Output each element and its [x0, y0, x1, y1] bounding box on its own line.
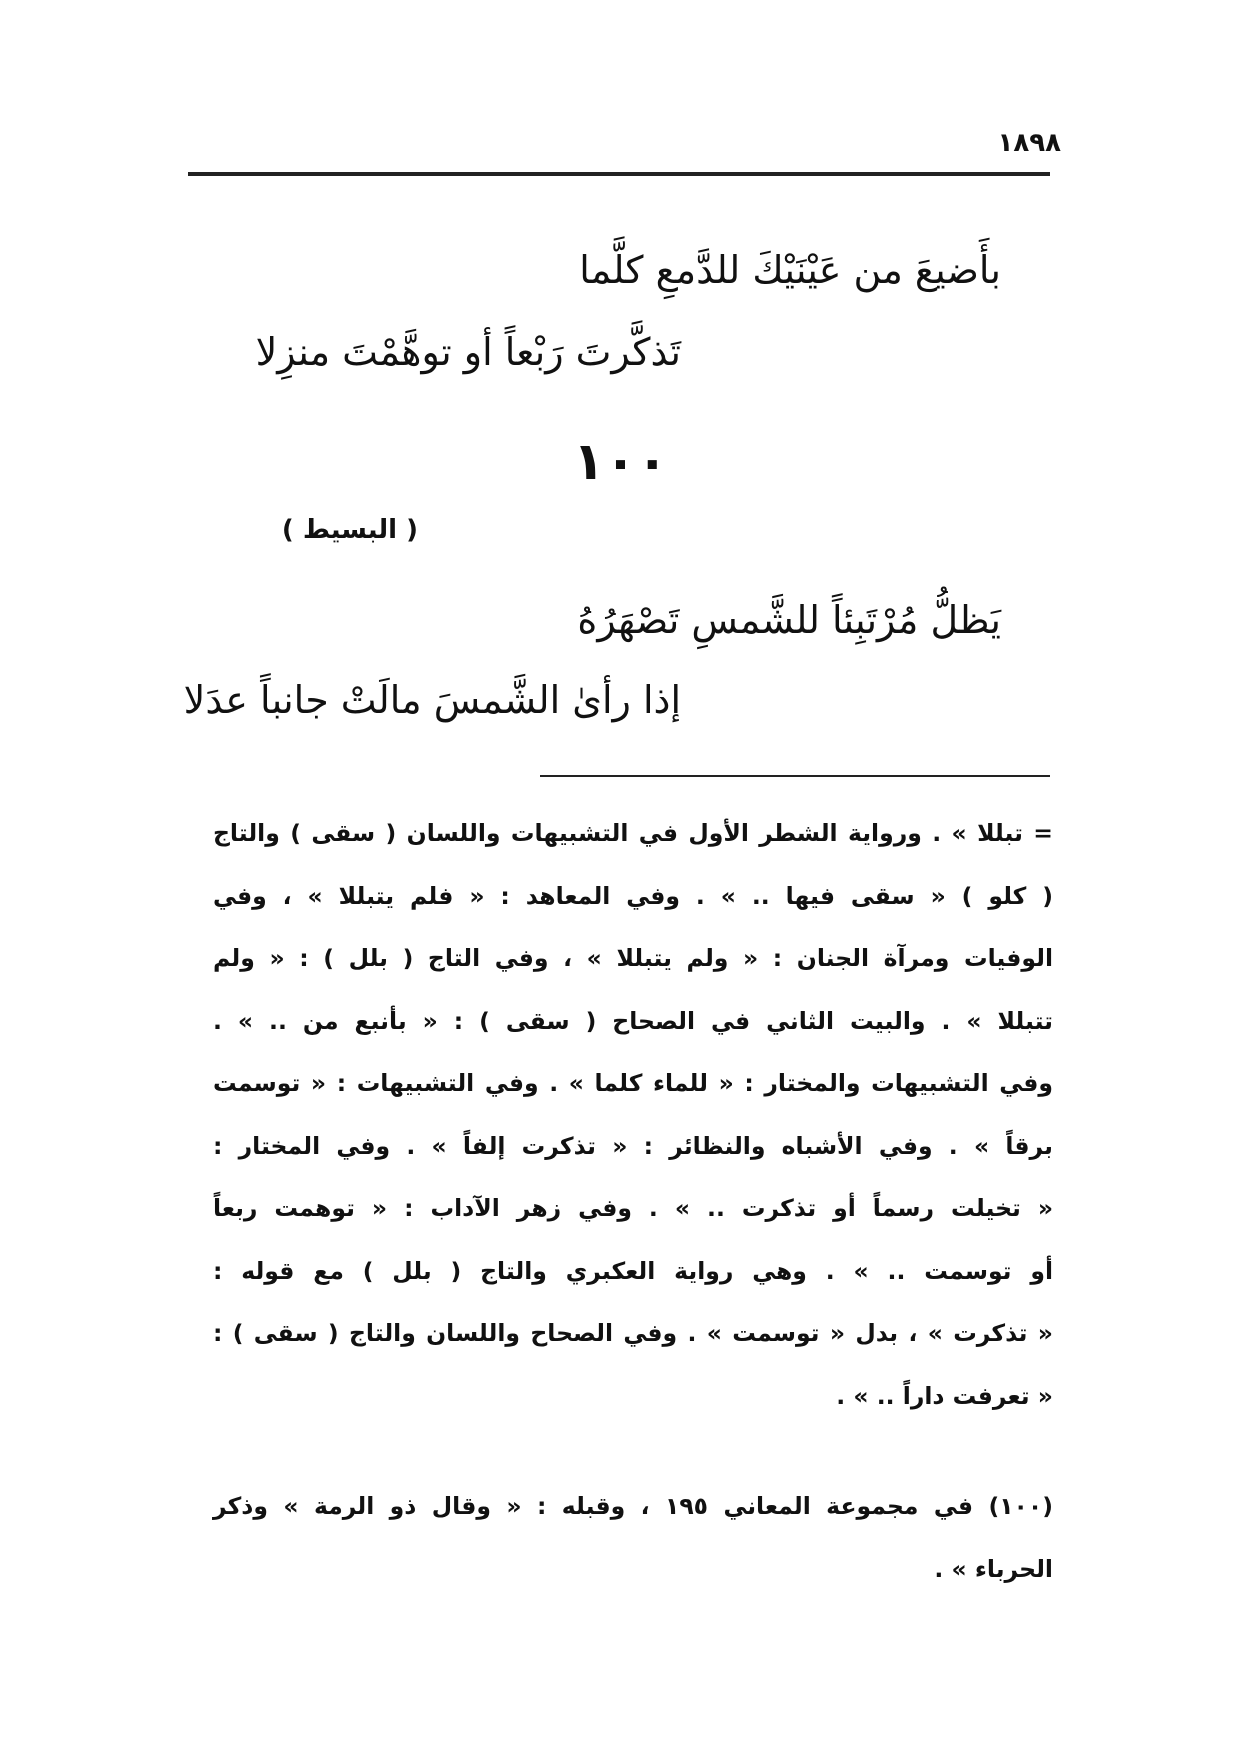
- footnote-line: الوفيات ومرآة الجنان : « ولم يتبللا » ، وفي التاج ( بلل ) : « ولم: [213, 944, 1053, 972]
- poem-100-number: ١٠٠: [572, 432, 669, 492]
- poem-100-line-2: إذا رأىٰ الشَّمسَ مالَتْ جانباً عدَلا: [183, 678, 681, 722]
- footnote-continuation: [213, 802, 1053, 1427]
- poem-99-line-1: بأَضيعَ من عَيْنَيْكَ للدَّمعِ كلَّما: [579, 248, 1001, 292]
- footnote-line: ( كلو ) « سقى فيها .. » . وفي المعاهد : « فلم يتبللا » ، وفي: [213, 881, 1053, 910]
- footnote-line: « تعرفت داراً .. » .: [836, 1381, 1053, 1410]
- footnote-line: وفي التشبيهات والمختار : « للماء كلما » . وفي التشبيهات : « توسمت: [213, 1069, 1053, 1097]
- footnote-100: [213, 1475, 1053, 1600]
- page-number: ١٨٩٨: [997, 128, 1061, 158]
- footnote-line: = تبللا » . ورواية الشطر الأول في التشبيهات واللسان ( سقى ) والتاج: [213, 819, 1053, 847]
- footnote-line: « تخيلت رسماً أو تذكرت .. » . وفي زهر الآداب : « توهمت ربعاً: [213, 1194, 1053, 1222]
- footnote-line: « تذكرت » ، بدل « توسمت » . وفي الصحاح واللسان والتاج ( سقى ) :: [213, 1319, 1053, 1347]
- poem-100-meter: ( البسيط ): [281, 515, 418, 545]
- footnote-rule: [540, 775, 1050, 777]
- footnote-line: برقاً » . وفي الأشباه والنظائر : « تذكرت إلفاً » . وفي المختار :: [213, 1131, 1053, 1160]
- poem-99-line-2: تَذكَّرتَ رَبْعاً أو توهَّمْتَ منزِلا: [255, 330, 681, 374]
- footnote-line: أو توسمت .. » . وهي رواية العكبري والتاج ( بلل ) مع قوله :: [213, 1256, 1053, 1285]
- header-rule: [188, 172, 1050, 176]
- footnote-line: تتبللا » . والبيت الثاني في الصحاح ( سقى ) : « بأنبع من .. » .: [213, 1006, 1053, 1035]
- poem-100-line-1: يَظلُّ مُرْتَبِئاً للشَّمسِ تَصْهَرُهُ: [577, 598, 1001, 642]
- footnote-line: الحرباء » .: [934, 1554, 1053, 1583]
- footnote-line: (١٠٠) في مجموعة المعاني ١٩٥ ، وقبله : « وقال ذو الرمة » وذكر: [213, 1492, 1053, 1520]
